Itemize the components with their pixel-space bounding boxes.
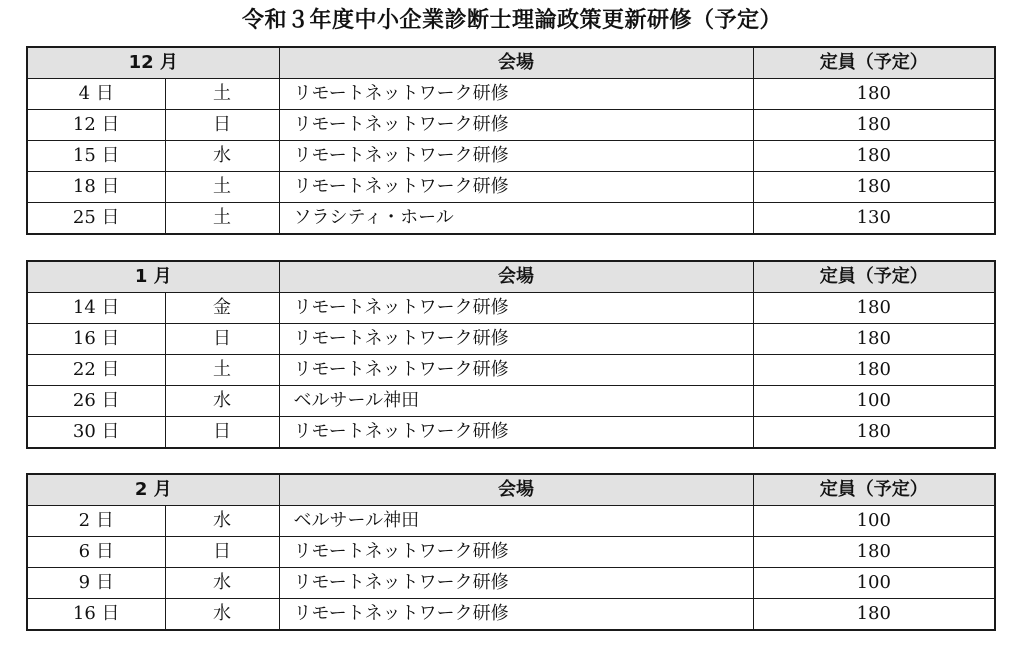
venue-cell: リモートネットワーク研修 <box>279 355 753 386</box>
venue-cell: リモートネットワーク研修 <box>279 141 753 172</box>
day-cell: 30 日 <box>27 417 165 449</box>
weekday-cell: 土 <box>165 203 279 235</box>
venue-cell: リモートネットワーク研修 <box>279 537 753 568</box>
capacity-header: 定員（予定） <box>753 47 995 79</box>
month-header: 12 月 <box>27 47 279 79</box>
schedule-table-february <box>26 473 996 631</box>
venue-cell: ソラシティ・ホール <box>279 203 753 235</box>
table-row <box>27 293 995 324</box>
day-cell: 16 日 <box>27 324 165 355</box>
venue-header: 会場 <box>279 261 753 293</box>
venue-cell: リモートネットワーク研修 <box>279 172 753 203</box>
capacity-cell: 180 <box>753 293 995 324</box>
venue-cell: リモートネットワーク研修 <box>279 79 753 110</box>
table-row <box>27 172 995 203</box>
capacity-cell: 180 <box>753 324 995 355</box>
day-cell: 26 日 <box>27 386 165 417</box>
weekday-cell: 水 <box>165 506 279 537</box>
capacity-header: 定員（予定） <box>753 474 995 506</box>
table-header-row <box>27 47 995 79</box>
schedule-table-december <box>26 46 996 235</box>
day-cell: 22 日 <box>27 355 165 386</box>
capacity-cell: 100 <box>753 506 995 537</box>
day-cell: 2 日 <box>27 506 165 537</box>
weekday-cell: 日 <box>165 110 279 141</box>
weekday-cell: 土 <box>165 172 279 203</box>
day-cell: 6 日 <box>27 537 165 568</box>
venue-header: 会場 <box>279 474 753 506</box>
capacity-cell: 180 <box>753 599 995 631</box>
page-title: 令和３年度中小企業診断士理論政策更新研修（予定） <box>241 8 782 33</box>
table-row <box>27 537 995 568</box>
capacity-cell: 180 <box>753 110 995 141</box>
table-row <box>27 324 995 355</box>
venue-header: 会場 <box>279 47 753 79</box>
month-header: 2 月 <box>27 474 279 506</box>
weekday-cell: 日 <box>165 417 279 449</box>
capacity-cell: 180 <box>753 141 995 172</box>
day-cell: 9 日 <box>27 568 165 599</box>
table-row <box>27 506 995 537</box>
table-row <box>27 79 995 110</box>
venue-cell: リモートネットワーク研修 <box>279 110 753 141</box>
weekday-cell: 水 <box>165 599 279 631</box>
weekday-cell: 土 <box>165 355 279 386</box>
capacity-cell: 180 <box>753 537 995 568</box>
weekday-cell: 土 <box>165 79 279 110</box>
weekday-cell: 水 <box>165 386 279 417</box>
capacity-cell: 100 <box>753 568 995 599</box>
weekday-cell: 日 <box>165 324 279 355</box>
weekday-cell: 金 <box>165 293 279 324</box>
capacity-header: 定員（予定） <box>753 261 995 293</box>
weekday-cell: 日 <box>165 537 279 568</box>
venue-cell: リモートネットワーク研修 <box>279 293 753 324</box>
table-header-row <box>27 474 995 506</box>
day-cell: 14 日 <box>27 293 165 324</box>
day-cell: 16 日 <box>27 599 165 631</box>
venue-cell: ベルサール神田 <box>279 386 753 417</box>
table-row <box>27 355 995 386</box>
table-row <box>27 110 995 141</box>
capacity-cell: 180 <box>753 417 995 449</box>
day-cell: 4 日 <box>27 79 165 110</box>
capacity-cell: 100 <box>753 386 995 417</box>
venue-cell: ベルサール神田 <box>279 506 753 537</box>
venue-cell: リモートネットワーク研修 <box>279 417 753 449</box>
table-row <box>27 599 995 631</box>
table-row <box>27 141 995 172</box>
venue-cell: リモートネットワーク研修 <box>279 599 753 631</box>
weekday-cell: 水 <box>165 141 279 172</box>
table-row <box>27 568 995 599</box>
month-header: 1 月 <box>27 261 279 293</box>
capacity-cell: 180 <box>753 355 995 386</box>
day-cell: 12 日 <box>27 110 165 141</box>
capacity-cell: 180 <box>753 172 995 203</box>
table-row <box>27 386 995 417</box>
capacity-cell: 180 <box>753 79 995 110</box>
venue-cell: リモートネットワーク研修 <box>279 568 753 599</box>
table-row <box>27 203 995 235</box>
capacity-cell: 130 <box>753 203 995 235</box>
venue-cell: リモートネットワーク研修 <box>279 324 753 355</box>
table-header-row <box>27 261 995 293</box>
day-cell: 18 日 <box>27 172 165 203</box>
day-cell: 25 日 <box>27 203 165 235</box>
schedule-table-january <box>26 260 996 449</box>
weekday-cell: 水 <box>165 568 279 599</box>
day-cell: 15 日 <box>27 141 165 172</box>
table-row <box>27 417 995 449</box>
